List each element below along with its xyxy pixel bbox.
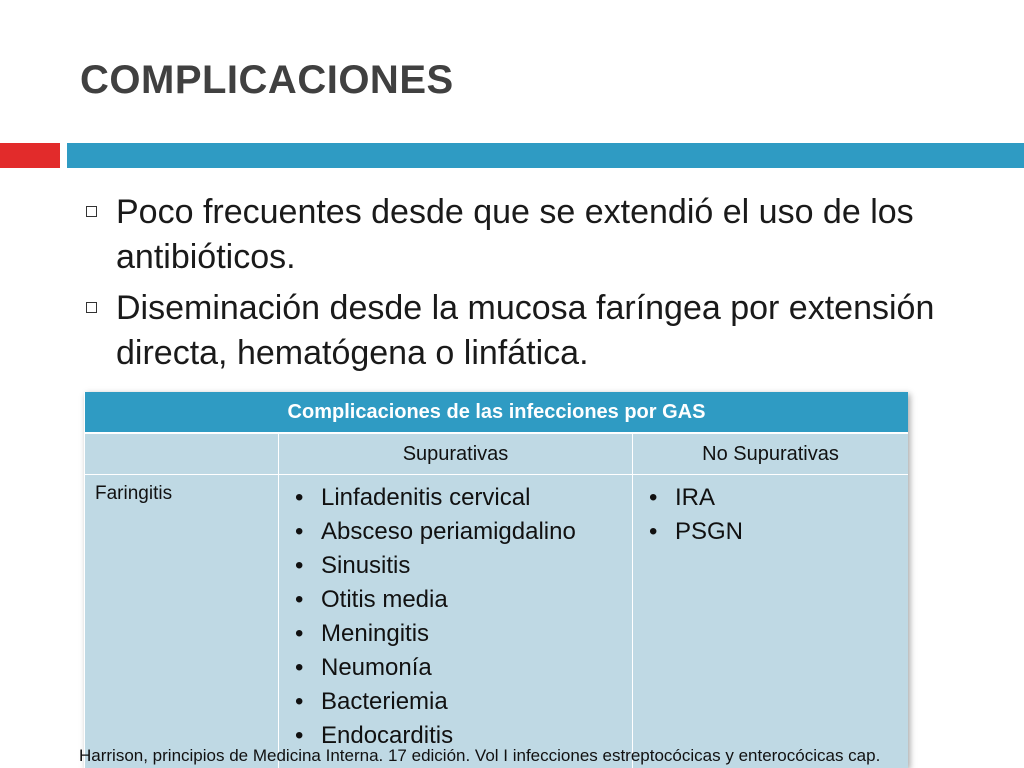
list-item: • Endocarditis bbox=[295, 722, 454, 749]
table-caption: Complicaciones de las infecciones por GAS bbox=[85, 392, 909, 433]
list-item: • Sinusitis bbox=[295, 552, 411, 579]
list-item: • IRA bbox=[649, 484, 716, 511]
bullet-item bbox=[84, 286, 984, 376]
red-accent-bar bbox=[0, 143, 60, 168]
header-cell-empty bbox=[85, 433, 279, 475]
bullet-list bbox=[84, 190, 984, 382]
complications-table bbox=[84, 392, 908, 768]
header-cell-no-supurativas: No Supurativas bbox=[633, 433, 909, 475]
list-item: • Neumonía bbox=[295, 654, 432, 681]
list-item: • PSGN bbox=[649, 518, 744, 545]
bullet-text: Diseminación desde la mucosa faríngea por extensión directa, hematógena o linfática. bbox=[116, 289, 935, 372]
list-item: • Absceso periamigdalino bbox=[295, 518, 576, 545]
no-supurativas-cell bbox=[633, 475, 909, 768]
blue-accent-bar bbox=[67, 143, 1024, 168]
bullet-item bbox=[84, 190, 984, 280]
square-bullet-icon bbox=[86, 302, 97, 313]
square-bullet-icon bbox=[86, 206, 97, 217]
slide-title: COMPLICACIONES bbox=[80, 58, 454, 102]
list-item: • Otitis media bbox=[295, 586, 448, 613]
row-label-faringitis: Faringitis bbox=[85, 475, 279, 768]
supurativas-list bbox=[289, 481, 622, 753]
bullet-text: Poco frecuentes desde que se extendió el uso de los antibióticos. bbox=[116, 193, 914, 276]
no-supurativas-list bbox=[643, 481, 898, 549]
source-footnote: Harrison, principios de Medicina Interna. 17 edición. Vol I infecciones estreptocócicas y enterocócicas cap. bbox=[79, 746, 881, 765]
supurativas-cell bbox=[279, 475, 633, 768]
list-item: • Linfadenitis cervical bbox=[295, 484, 531, 511]
list-item: • Bacteriemia bbox=[295, 688, 448, 715]
list-item: • Meningitis bbox=[295, 620, 430, 647]
header-cell-supurativas: Supurativas bbox=[279, 433, 633, 475]
